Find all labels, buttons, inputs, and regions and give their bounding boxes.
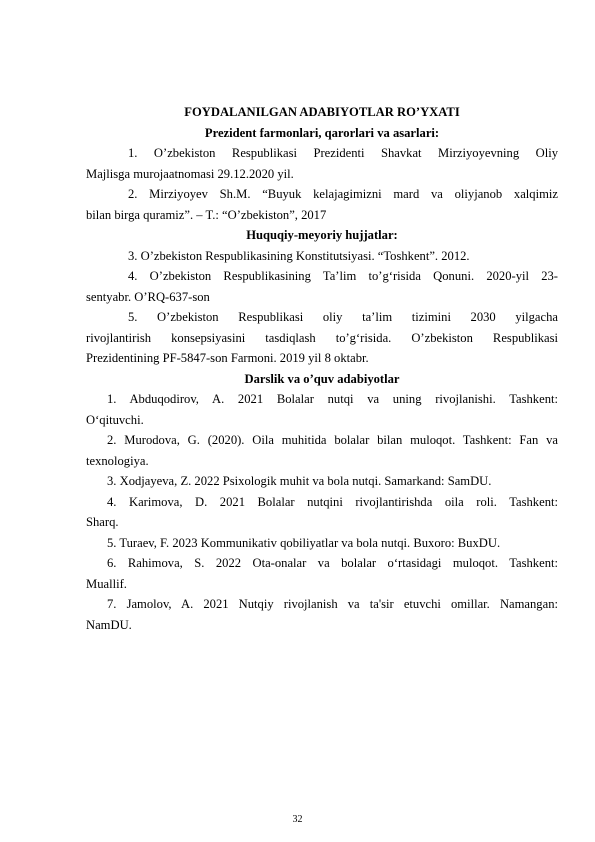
list-item-continuation: Muallif. bbox=[86, 576, 127, 591]
list-item: 6. Rahimova, S. 2022 Ota-onalar va bolalar o‘rtasidagi muloqot. Tashkent: bbox=[107, 556, 558, 570]
section-title-decrees: Prezident farmonlari, qarorlari va asarlari: bbox=[204, 125, 440, 140]
page-title: FOYDALANILGAN ADABIYOTLAR RO’YXATI bbox=[184, 105, 460, 119]
list-item-continuation: Majlisga murojaatnomasi 29.12.2020 yil. bbox=[86, 166, 294, 181]
list-item: 1. O’zbekiston Respublikasi Prezidenti Shavkat Mirziyoyevning Oliy bbox=[128, 146, 558, 160]
bibliography bbox=[86, 102, 558, 635]
list-item-continuation: rivojlantirish konsepsiyasini tasdiqlash to’g‘risida. O’zbekiston Respublikasi bbox=[86, 330, 558, 345]
list-item: 3. Xodjayeva, Z. 2022 Psixologik muhit va bola nutqi. Samarkand: SamDU. bbox=[107, 474, 492, 488]
list-item: 2. Murodova, G. (2020). Oila muhitida bolalar bilan muloqot. Tashkent: Fan va bbox=[107, 433, 558, 447]
list-item-continuation: bilan birga quramiz”. – T.: “O’zbekiston”, 2017 bbox=[86, 207, 327, 222]
list-item-continuation: Sharq. bbox=[86, 515, 119, 529]
list-item-continuation: texnologiya. bbox=[86, 453, 149, 468]
list-item-continuation: O‘qituvchi. bbox=[86, 412, 144, 427]
list-item-continuation: Prezidentining PF-5847-son Farmoni. 2019 yil 8 oktabr. bbox=[86, 351, 369, 365]
list-item: 5. O’zbekiston Respublikasi oliy ta’lim tizimini 2030 yilgacha bbox=[128, 310, 558, 324]
list-item-continuation: NamDU. bbox=[86, 617, 132, 632]
list-item: 5. Turaev, F. 2023 Kommunikativ qobiliyatlar va bola nutqi. Buxoro: BuxDU. bbox=[107, 535, 501, 550]
list-item: 1. Abduqodirov, A. 2021 Bolalar nutqi va uning rivojlanishi. Tashkent: bbox=[107, 392, 558, 406]
section-title-textbooks: Darslik va o’quv adabiyotlar bbox=[244, 371, 400, 386]
list-item: 3. O’zbekiston Respublikasining Konstitutsiyasi. “Toshkent”. 2012. bbox=[128, 248, 470, 263]
section-title-legal: Huquqiy-meyoriy hujjatlar: bbox=[246, 228, 398, 242]
list-item: 4. Karimova, D. 2021 Bolalar nutqini rivojlantirishda oila roli. Tashkent: bbox=[107, 494, 558, 509]
page-number: 32 bbox=[292, 814, 303, 825]
list-item-continuation: sentyabr. O’RQ-637-son bbox=[86, 289, 210, 304]
list-item: 2. Mirziyoyev Sh.M. “Buyuk kelajagimizni mard va oliyjanob xalqimiz bbox=[128, 187, 558, 201]
list-item: 7. Jamolov, A. 2021 Nutqiy rivojlanish va ta'sir etuvchi omillar. Namangan: bbox=[107, 597, 558, 611]
list-item: 4. O’zbekiston Respublikasining Ta’lim to’g‘risida Qonuni. 2020-yil 23- bbox=[128, 269, 558, 283]
